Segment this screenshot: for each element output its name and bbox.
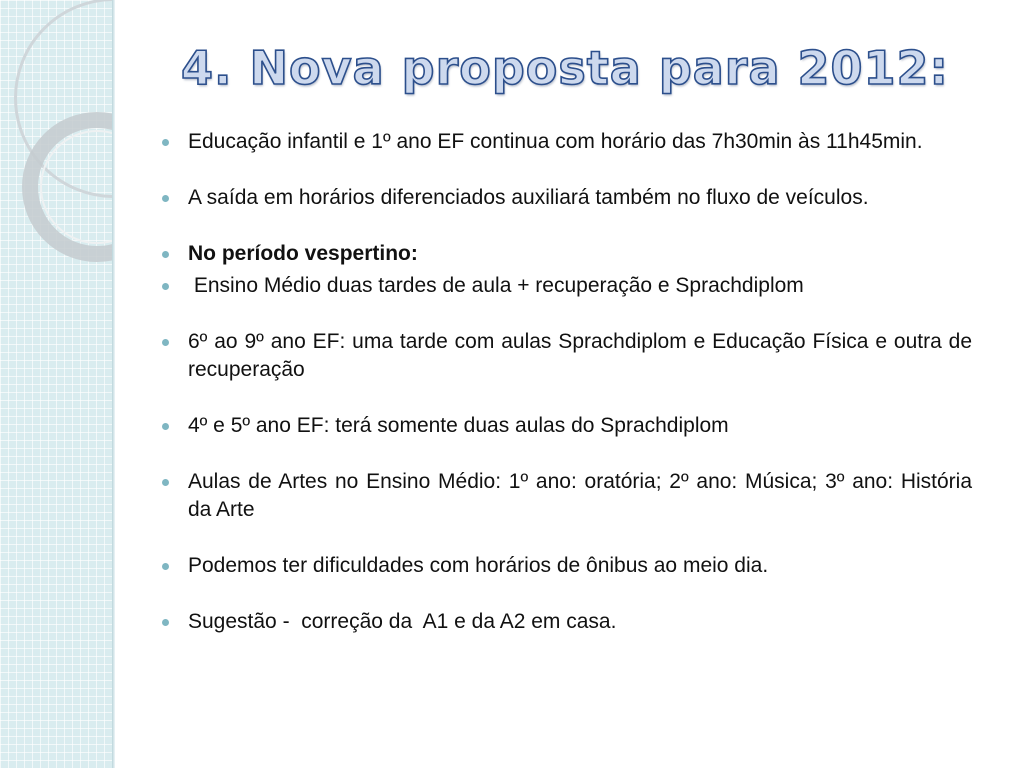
bullet-item — [160, 272, 972, 300]
band-divider — [112, 0, 115, 768]
decorative-side-band — [0, 0, 112, 768]
bullet-dot-icon — [162, 139, 169, 146]
bullet-text: Podemos ter dificuldades com horários de ônibus ao meio dia. — [188, 554, 769, 577]
bullet-item — [160, 184, 972, 212]
bullet-dot-icon — [162, 563, 169, 570]
bullet-text: Aulas de Artes no Ensino Médio: 1º ano: oratória; 2º ano: Música; 3º ano: História da Arte — [188, 470, 972, 521]
bullet-dot-icon — [162, 251, 169, 258]
bullet-item — [160, 328, 972, 384]
bullet-list — [160, 128, 972, 664]
bullet-text: Sugestão - correção da A1 e da A2 em casa. — [188, 610, 617, 633]
bullet-text: 4º e 5º ano EF: terá somente duas aulas do Sprachdiplom — [188, 414, 729, 437]
bullet-text: No período vespertino: — [188, 242, 418, 265]
bullet-dot-icon — [162, 479, 169, 486]
bullet-text: A saída em horários diferenciados auxiliará também no fluxo de veículos. — [188, 186, 869, 209]
bullet-dot-icon — [162, 339, 169, 346]
bullet-item — [160, 412, 972, 440]
bullet-dot-icon — [162, 619, 169, 626]
bullet-item — [160, 240, 972, 268]
bullet-dot-icon — [162, 283, 169, 290]
slide-title: 4. Nova proposta para 2012: — [181, 41, 949, 95]
bullet-text: Ensino Médio duas tardes de aula + recuperação e Sprachdiplom — [188, 274, 804, 297]
bullet-dot-icon — [162, 423, 169, 430]
bullet-item — [160, 608, 972, 636]
bullet-text: Educação infantil e 1º ano EF continua com horário das 7h30min às 11h45min. — [188, 130, 923, 153]
bullet-text: 6º ao 9º ano EF: uma tarde com aulas Sprachdiplom e Educação Física e outra de recuperação — [188, 330, 972, 381]
bullet-item — [160, 128, 972, 156]
bullet-dot-icon — [162, 195, 169, 202]
bullet-item — [160, 468, 972, 524]
bullet-item — [160, 552, 972, 580]
